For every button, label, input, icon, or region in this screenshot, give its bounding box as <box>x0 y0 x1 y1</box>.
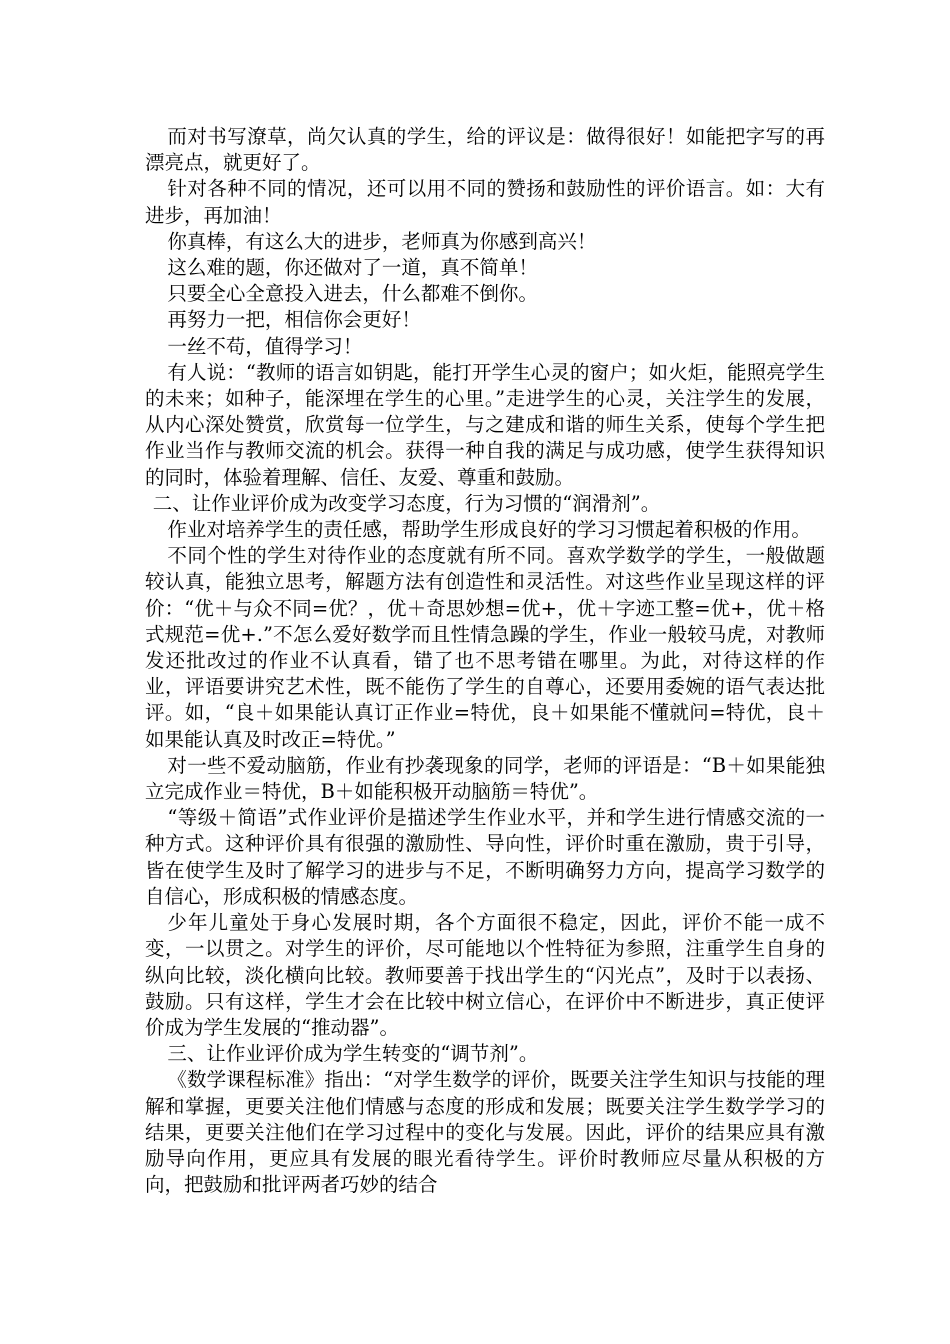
section-heading: 二、让作业评价成为改变学习态度，行为习惯的“润滑剂”。 <box>152 491 661 515</box>
paragraph: “等级＋简语”式作业评价是描述学生作业水平，并和学生进行情感交流的一种方式。这种评价具有很强的激励性、导向性，评价时重在激励，贵于引导，皆在使学生及时了解学习的进步与不足，不断明确努力方向，提高学习数学的自信心，形成积极的情感态度。 <box>145 806 825 908</box>
section-heading: 三、让作业评价成为学生转变的“调节剂”。 <box>167 1042 539 1066</box>
paragraph: 一丝不苟，值得学习！ <box>167 334 363 358</box>
paragraph: 不同个性的学生对待作业的态度就有所不同。喜欢学数学的学生，一般做题较认真，能独立思考，解题方法有创造性和灵活性。对这些作业呈现这样的评价：“优＋与众不同=优？，优＋奇思妙想=优+，优＋字迹工整=优+，优＋格式规范=优+.”不怎么爱好数学而且性情急躁的学生，作业一般较马虎，对教师发还批改过的作业不认真看，错了也不思考错在哪里。为此，对待这样的作业，评语要讲究艺术性，既不能伤了学生的自尊心，还要用委婉的语气表达批评。如，“良＋如果能认真订正作业=特优，良＋如果能不懂就问=特优，良＋如果能认真及时改正=特优。” <box>145 544 825 751</box>
paragraph: 有人说：“教师的语言如钥匙，能打开学生心灵的窗户；如火炬，能照亮学生的未来；如种子，能深埋在学生的心里。”走进学生的心灵，关注学生的发展，从内心深处赞赏，欣赏每一位学生，与之建成和谐的师生关系，使每个学生把作业当作与教师交流的机会。获得一种自我的满足与成功感，使学生获得知识的同时，体验着理解、信任、友爱、尊重和鼓励。 <box>145 360 825 489</box>
paragraph: 再努力一把，相信你会更好！ <box>167 308 421 332</box>
paragraph: 而对书写潦草，尚欠认真的学生，给的评议是：做得很好！如能把字写的再漂亮点，就更好了。 <box>145 125 825 175</box>
paragraph: 对一些不爱动脑筋，作业有抄袭现象的同学，老师的评语是：“B＋如果能独立完成作业＝特优，B＋如能积极开动脑筋＝特优”。 <box>145 753 825 804</box>
paragraph: 针对各种不同的情况，还可以用不同的赞扬和鼓励性的评价语言。如：大有进步，再加油！ <box>145 177 825 227</box>
paragraph: 《数学课程标准》指出：“对学生数学的评价，既要关注学生知识与技能的理解和掌握，更要关注他们情感与态度的形成和发展；既要关注学生数学学习的结果，更要关注他们在学习过程中的变化与发展。因此，评价的结果应具有激励导向作用，更应具有发展的眼光看待学生。评价时教师应尽量从积极的方向，把鼓励和批评两者巧妙的结合 <box>145 1068 825 1197</box>
paragraph: 这么难的题，你还做对了一道，真不简单！ <box>167 256 538 280</box>
paragraph: 作业对培养学生的责任感，帮助学生形成良好的学习习惯起着积极的作用。 <box>167 518 811 542</box>
paragraph: 你真棒，有这么大的进步，老师真为你感到高兴！ <box>167 229 597 253</box>
document-body <box>145 124 825 1198</box>
paragraph: 只要全心全意投入进去，什么都难不倒你。 <box>167 282 538 306</box>
paragraph: 少年儿童处于身心发展时期，各个方面很不稳定，因此，评价不能一成不变，一以贯之。对学生的评价，尽可能地以个性特征为参照，注重学生自身的纵向比较，淡化横向比较。教师要善于找出学生的“闪光点”，及时于以表扬、鼓励。只有这样，学生才会在比较中树立信心，在评价中不断进步，真正使评价成为学生发展的“推动器”。 <box>145 911 825 1039</box>
